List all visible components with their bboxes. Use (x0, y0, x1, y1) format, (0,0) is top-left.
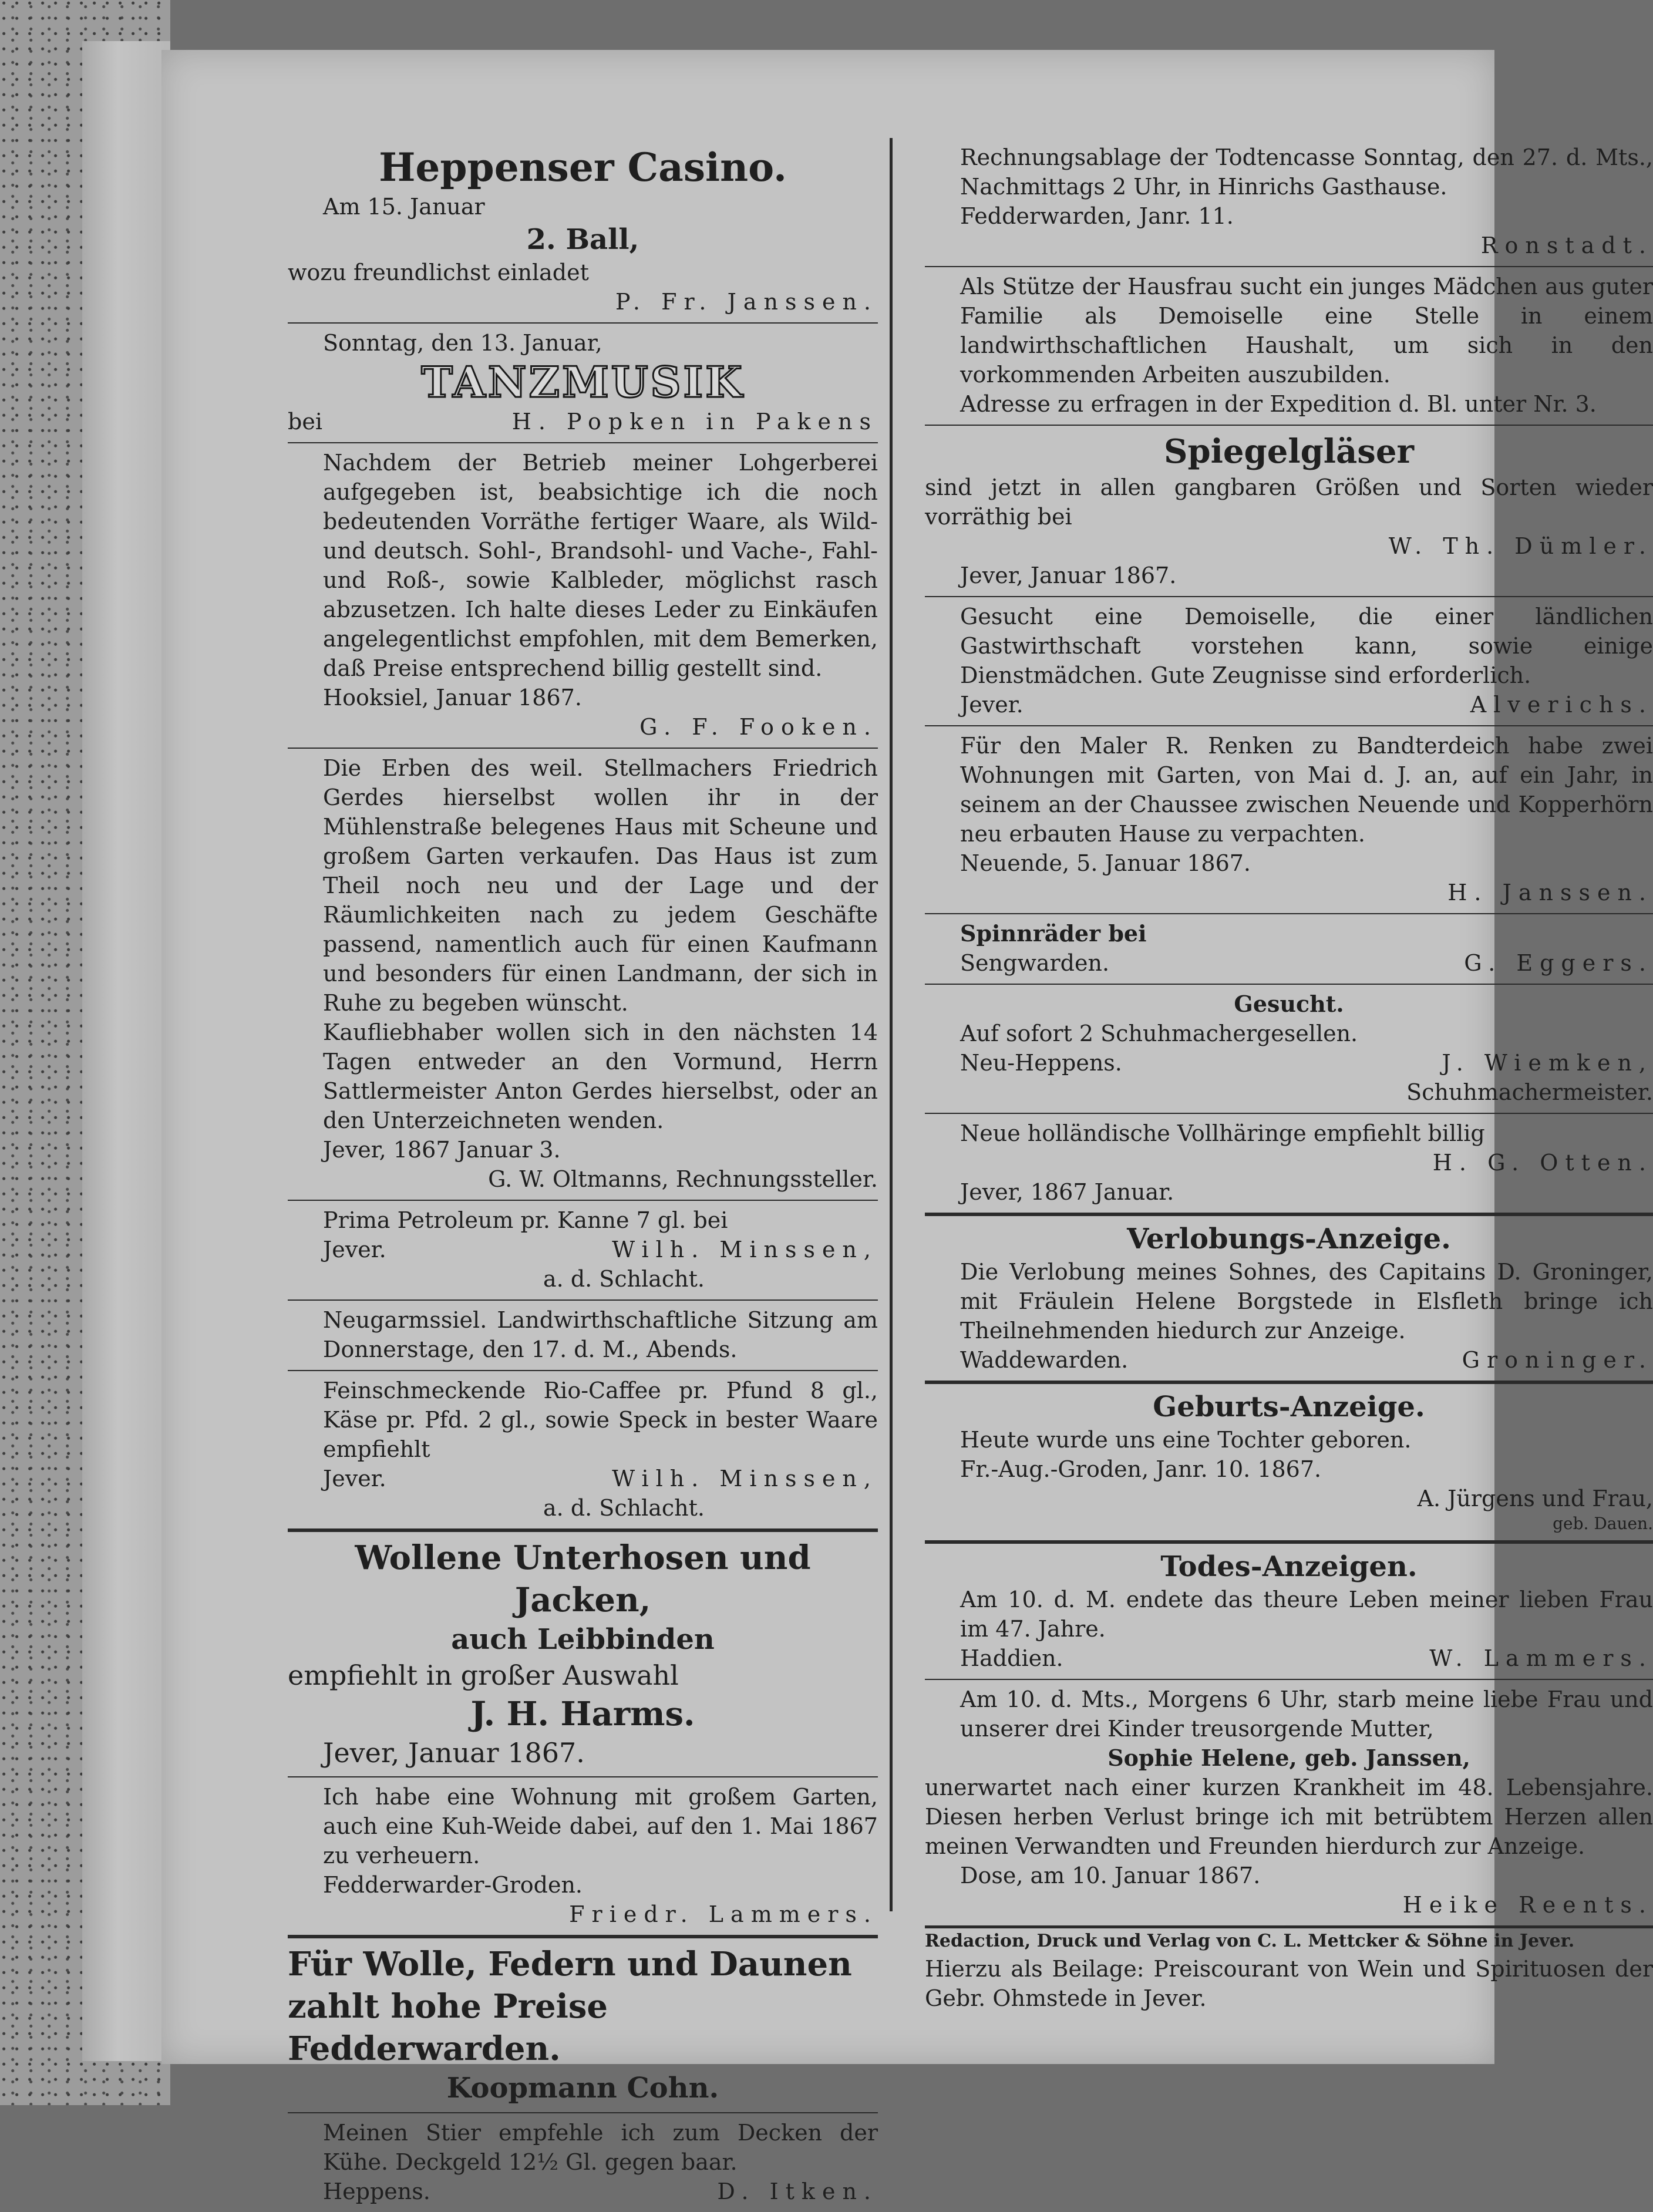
ad-vollhaeringe (925, 1114, 1653, 1216)
ad-signer: J. Wiemken, (1442, 1050, 1653, 1076)
ad-stuetze-hausfrau (925, 267, 1653, 426)
ad-body: Heute wurde uns eine Tochter geboren. (960, 1427, 1412, 1453)
ad-place-date: Hooksiel, Januar 1867. (323, 685, 582, 711)
ad-landwirthschaft (288, 1301, 878, 1371)
ad-line-2: zahlt hohe Preise (288, 1987, 608, 2026)
ad-body: Die Erben des weil. Stellmachers Friedrich Gerdes hierselbst wollen ihr in der Mühlenstraße belegenes Haus mit Scheune und großem Garten verkaufen. Das Haus ist zum Theil noch neu und der Lage und der Räumlichkeiten nach zu jedem Geschäfte passend, namentlich auch für einen Kaufmann und besonders für einen Landmann, der sich in Ruhe zu begeben wünscht. (323, 755, 878, 1016)
ad-signer: Wilh. Minssen, (612, 1466, 878, 1491)
ad-body: Am 10. d. Mts., Morgens 6 Uhr, starb meine liebe Frau und unserer drei Kinder treusorgende Mutter, (960, 1686, 1653, 1742)
ad-spinnraeder (925, 914, 1653, 985)
ad-signer: Groninger. (1462, 1347, 1653, 1373)
ad-signer: G. Eggers. (1464, 950, 1653, 976)
ad-signer: P. Fr. Janssen. (615, 289, 878, 315)
ad-signer: H. Janssen. (1447, 880, 1653, 905)
ad-tanzmusik (288, 324, 878, 443)
ad-place-date: Jever, Januar 1867. (323, 1737, 585, 1769)
ad-place: Fedderwarder-Groden. (323, 1872, 583, 1898)
ad-schuhmacher (925, 985, 1653, 1114)
ad-signer: Wilh. Minssen, (612, 1237, 878, 1262)
left-column (288, 138, 878, 2204)
ad-date: Am 15. Januar (323, 194, 485, 220)
ad-signer: G. F. Fooken. (639, 714, 878, 740)
ad-place: H. Popken in Pakens (511, 409, 878, 435)
ad-signer: A. Jürgens und Frau, (1417, 1486, 1653, 1511)
ad-place-date: Fr.-Aug.-Groden, Janr. 10. 1867. (960, 1456, 1322, 1482)
ad-body: Als Stütze der Hausfrau sucht ein junges Mädchen aus guter Familie als Demoiselle eine Stelle in einem landwirthschaftlichen Haushalt, um sich in den vorkommenden Arbeiten auszubilden. (960, 274, 1653, 388)
ad-signer: Alverichs. (1470, 692, 1653, 718)
ad-place-date: Dose, am 10. Januar 1867. (960, 1863, 1261, 1888)
ad-body: sind jetzt in allen gangbaren Größen und Sorten wieder vorräthig bei (925, 474, 1653, 530)
page-stack-edge (82, 41, 170, 2061)
ad-place-date: Neuende, 5. Januar 1867. (960, 850, 1251, 876)
supplement-note: Hierzu als Beilage: Preiscourant von Wein und Spirituosen der Gebr. Ohmstede in Jever. (925, 1956, 1653, 2011)
ad-place-date: Jever, Januar 1867. (960, 563, 1177, 588)
ad-place: Jever. (323, 1237, 386, 1262)
ad-bei: bei (288, 409, 322, 435)
ad-body: Neugarmssiel. Landwirthschaftliche Sitzung am Donnerstage, den 17. d. M., Abends. (323, 1307, 878, 1362)
ad-subtitle: auch Leibbinden (451, 1623, 715, 1656)
ad-body: Meinen Stier empfehle ich zum Decken der Kühe. Deckgeld 12½ Gl. gegen baar. (323, 2120, 878, 2175)
ad-place: Jever. (323, 1466, 386, 1491)
ad-signer-2: a. d. Schlacht. (543, 1266, 705, 1292)
ad-line: Spinnräder bei (960, 920, 1147, 947)
ad-seller: J. H. Harms. (470, 1695, 695, 1733)
ad-body-2: Adresse zu erfragen in der Expedition d. Bl. unter Nr. 3. (960, 391, 1597, 417)
ad-wohnungen-renken (925, 726, 1653, 914)
ad-line-1: Für Wolle, Federn und Daunen (288, 1945, 852, 1984)
ad-place: Sengwarden. (960, 950, 1110, 976)
ad-spiegelglaeser (925, 426, 1653, 597)
ad-line: Prima Petroleum pr. Kanne 7 gl. bei (323, 1207, 728, 1233)
ad-date: Sonntag, den 13. Januar, (323, 330, 602, 356)
ad-verlobung (925, 1216, 1653, 1384)
ad-title: Verlobungs-Anzeige. (1127, 1223, 1451, 1255)
ad-body: Für den Maler R. Renken zu Bandterdeich habe zwei Wohnungen mit Garten, von Mai d. J. an, auf ein Jahr, in seinem an der Chaussee zwischen Neuende und Kopperhörn neu erbauten Hause zu verpachten. (960, 733, 1653, 847)
ad-petroleum (288, 1201, 878, 1301)
ad-name: Sophie Helene, geb. Janssen, (1107, 1745, 1470, 1771)
ad-wohnung-lammers (288, 1777, 878, 1938)
ad-signer: W. Th. Dümler. (1388, 533, 1653, 559)
ad-signer: H. G. Otten. (1432, 1150, 1653, 1176)
ad-todesanzeige-lammers (925, 1544, 1653, 1680)
ad-signer: Koopmann Cohn. (446, 2072, 719, 2105)
ad-place: Waddewarden. (960, 1347, 1129, 1373)
ad-place-date: Jever, 1867 Januar 3. (323, 1137, 561, 1163)
ad-heppenser-casino (288, 138, 878, 324)
ad-stier (288, 2113, 878, 2212)
ad-harms (288, 1532, 878, 1777)
ad-body-2: Kaufliebhaber wollen sich in den nächsten 14 Tagen entweder an den Vormund, Herrn Sattlermeister Anton Gerdes hierselbst, oder an den Unterzeichneten wenden. (323, 1019, 878, 1133)
ad-signer: Ronstadt. (1480, 233, 1653, 258)
right-column (925, 138, 1653, 2011)
ad-rio-caffee (288, 1371, 878, 1532)
ad-geburt (925, 1384, 1653, 1544)
ad-title: Geburts-Anzeige. (1153, 1391, 1425, 1423)
ad-place: Jever. (960, 692, 1024, 718)
ad-line: empfiehlt in großer Auswahl (288, 1659, 679, 1691)
imprint: Redaction, Druck und Verlag von C. L. Mettcker & Söhne in Jever. (925, 1927, 1653, 1954)
ad-title: TANZMUSIK (421, 357, 745, 407)
ad-invite: wozu freundlichst einladet (288, 260, 589, 285)
ad-signer: W. Lammers. (1429, 1645, 1653, 1671)
ad-signer-2: a. d. Schlacht. (543, 1495, 705, 1521)
ad-body: Gesucht eine Demoiselle, die einer ländlichen Gastwirthschaft vorstehen kann, sowie einige Dienstmädchen. Gute Zeugnisse sind erforderlich. (960, 604, 1653, 688)
ad-body: Nachdem der Betrieb meiner Lohgerberei aufgegeben ist, beabsichtige ich die noch bedeutenden Vorräthe fertiger Waare, als Wild- und deutsch. Sohl-, Brandsohl- und Vache-, Fahl- und Roß-, sowie Kalbleder, möglichst rasch abzusetzen. Ich halte dieses Leder zu Einkäufen angelegentlichst empfohlen, mit dem Bemerken, daß Preise entsprechend billig gestellt sind. (323, 450, 878, 681)
ad-todtencasse (925, 138, 1653, 267)
newspaper-page (161, 50, 1653, 2204)
ad-body: Die Verlobung meines Sohnes, des Capitains D. Groninger, mit Fräulein Helene Borgstede in Elsfleth bringe ich Theilnehmenden hiedurch zur Anzeige. (960, 1259, 1653, 1344)
ad-signer: G. W. Oltmanns, Rechnungssteller. (488, 1166, 878, 1192)
ad-place-date: Jever, 1867 Januar. (960, 1179, 1174, 1205)
ad-place: Neu-Heppens. (960, 1050, 1122, 1076)
ad-title: Wollene Unterhosen und Jacken, (355, 1538, 811, 1620)
ad-line: Neue holländische Vollhäringe empfiehlt billig (960, 1120, 1485, 1146)
ad-body: Am 10. d. M. endete das theure Leben meiner lieben Frau im 47. Jahre. (960, 1587, 1653, 1642)
ad-place: Haddien. (960, 1645, 1063, 1671)
ad-hausverkauf (288, 749, 878, 1201)
ad-signer-2: geb. Dauen. (1553, 1514, 1653, 1533)
ad-body: Ich habe eine Wohnung mit großem Garten, auch eine Kuh-Weide dabei, auf den 1. Mai 1867 zu verheuern. (323, 1784, 878, 1868)
ad-event: 2. Ball, (526, 223, 639, 256)
ad-place-date: Fedderwarden, Janr. 11. (960, 203, 1234, 229)
column-divider (890, 138, 893, 1911)
ad-body: Feinschmeckende Rio-Caffee pr. Pfund 8 gl., Käse pr. Pfd. 2 gl., sowie Speck in bester Waare empfiehlt (323, 1378, 878, 1462)
ad-signer: Heike Reents. (1402, 1892, 1653, 1918)
ad-place: Heppens. (323, 2179, 430, 2204)
ad-signer: Friedr. Lammers. (569, 1901, 878, 1927)
ad-line-3: Fedderwarden. (288, 2029, 561, 2068)
ad-body: Rechnungsablage der Todtencasse Sonntag, den 27. d. Mts., Nachmittags 2 Uhr, in Hinrichs Gasthause. (960, 144, 1653, 200)
ad-signer-2: Schuhmachermeister. (1406, 1079, 1653, 1105)
ad-todesanzeige-reents (925, 1680, 1653, 1927)
ad-cohn (288, 1938, 878, 2113)
ad-title: Heppenser Casino. (379, 144, 787, 190)
ad-title: Gesucht. (1234, 991, 1344, 1017)
ad-title: Todes-Anzeigen. (1160, 1550, 1418, 1583)
ad-gesucht-demoiselle (925, 597, 1653, 726)
ad-line: Auf sofort 2 Schuhmachergesellen. (960, 1021, 1358, 1046)
ad-body-2: unerwartet nach einer kurzen Krankheit im 48. Lebensjahre. Diesen herben Verlust bringe ich mit betrübtem Herzen allen meinen Verwandten und Freunden hierdurch zur Anzeige. (925, 1775, 1653, 1859)
ad-lohgerberei (288, 443, 878, 749)
ad-title: Spiegelgläser (1164, 432, 1414, 471)
ad-signer: D. Itken. (717, 2179, 878, 2204)
